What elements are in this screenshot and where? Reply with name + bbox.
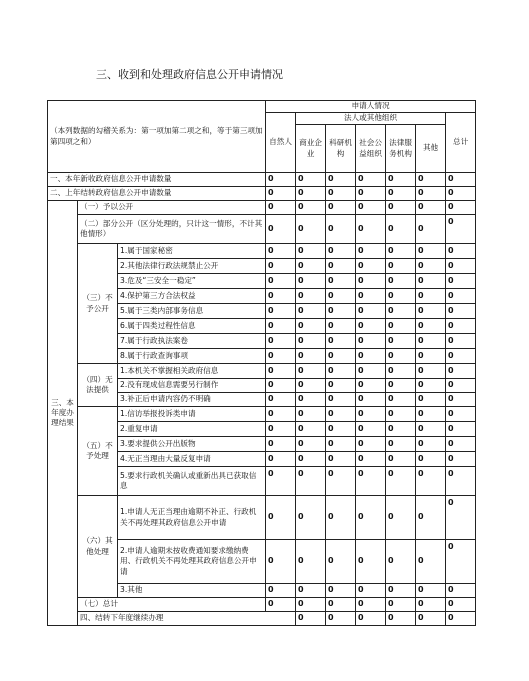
cell-value: 0 (296, 422, 326, 437)
cell-value: 0 (326, 437, 356, 452)
cell-value: 0 (416, 244, 446, 259)
cell-value: 0 (386, 244, 416, 259)
cell-value: 0 (326, 496, 356, 540)
cell-value: 0 (266, 349, 296, 364)
row-label: 4.无正当理由大量反复申请 (118, 452, 266, 467)
cell-value: 0 (266, 201, 296, 215)
cell-value: 0 (296, 244, 326, 259)
cell-value: 0 (386, 187, 416, 201)
cell-value: 0 (296, 349, 326, 364)
cell-value: 0 (326, 289, 356, 304)
col-commercial: 商业企业 (296, 125, 326, 173)
table-row (48, 244, 476, 259)
cell-value: 0 (416, 496, 446, 540)
cell-value: 0 (416, 349, 446, 364)
cell-value: 0 (326, 274, 356, 289)
cell-value: 0 (386, 598, 416, 612)
cell-value: 0 (356, 334, 386, 349)
cell-value: 0 (296, 612, 326, 626)
cell-value: 0 (326, 393, 356, 407)
cell-value: 0 (386, 334, 416, 349)
cell-value: 0 (296, 496, 326, 540)
cell-value: 0 (356, 187, 386, 201)
row-label: 四、结转下年度继续办理 (78, 612, 296, 626)
cell-value: 0 (446, 393, 476, 407)
cell-value: 0 (266, 540, 296, 584)
cell-value: 0 (416, 215, 446, 244)
cell-value: 0 (416, 201, 446, 215)
cell-value: 0 (356, 393, 386, 407)
cell-value: 0 (386, 422, 416, 437)
row-label: （六）其他处理 (78, 496, 118, 598)
cell-value: 0 (416, 584, 446, 598)
cell-value: 0 (416, 452, 446, 467)
cell-value: 0 (296, 393, 326, 407)
cell-value: 0 (356, 598, 386, 612)
col-public-welfare: 社会公益组织 (356, 125, 386, 173)
cell-value: 0 (296, 598, 326, 612)
cell-value: 0 (266, 319, 296, 334)
row-label: 8.属于行政查询事项 (118, 349, 266, 364)
cell-value: 0 (356, 437, 386, 452)
row-label: 2.没有现成信息需要另行制作 (118, 379, 266, 393)
cell-value: 0 (416, 598, 446, 612)
row-label: （四）无法提供 (78, 364, 118, 407)
row-label: 6.属于四类过程性信息 (118, 319, 266, 334)
cell-value: 0 (416, 289, 446, 304)
cell-value: 0 (416, 334, 446, 349)
row-label: 5.属于三类内部事务信息 (118, 304, 266, 319)
cell-value: 0 (266, 289, 296, 304)
row-label: （五）不予处理 (78, 407, 118, 496)
cell-value: 0 (326, 319, 356, 334)
row-label: 3.要求提供公开出版物 (118, 437, 266, 452)
row-label: 二、上年结转政府信息公开申请数量 (48, 187, 266, 201)
cell-value: 0 (446, 540, 476, 584)
table-row (48, 215, 476, 244)
table-row (48, 187, 476, 201)
application-stats-table (47, 100, 476, 626)
cell-value: 0 (416, 304, 446, 319)
table-row (48, 612, 476, 626)
cell-value: 0 (416, 274, 446, 289)
cell-value: 0 (386, 259, 416, 274)
cell-value: 0 (446, 334, 476, 349)
cell-value: 0 (266, 467, 296, 496)
cell-value: 0 (446, 201, 476, 215)
cell-value: 0 (386, 274, 416, 289)
cell-value: 0 (416, 259, 446, 274)
row-label: （七）总计 (78, 598, 266, 612)
row-label: （二）部分公开（区分处理的，只计这一情形，不计其他情形） (78, 215, 266, 244)
cell-value: 0 (356, 496, 386, 540)
cell-value: 0 (266, 598, 296, 612)
cell-value: 0 (356, 364, 386, 379)
cell-value: 0 (446, 187, 476, 201)
row-label: 2.重复申请 (118, 422, 266, 437)
cell-value: 0 (326, 201, 356, 215)
cell-value: 0 (326, 304, 356, 319)
table-note: （本列数据的勾稽关系为：第一项加第二项之和，等于第三项加第四项之和） (48, 101, 266, 173)
table-row (48, 173, 476, 187)
row-label: 1.属于国家秘密 (118, 244, 266, 259)
cell-value: 0 (356, 612, 386, 626)
row-label: 1.申请人无正当理由逾期不补正、行政机关不再处理其政府信息公开申请 (118, 496, 266, 540)
cell-value: 0 (446, 319, 476, 334)
cell-value: 0 (416, 467, 446, 496)
cell-value: 0 (326, 187, 356, 201)
cell-value: 0 (296, 584, 326, 598)
row-label: 5.要求行政机关确认或重新出具已获取信息 (118, 467, 266, 496)
row-label: 3.其他 (118, 584, 266, 598)
cell-value: 0 (446, 437, 476, 452)
cell-value: 0 (326, 379, 356, 393)
cell-value: 0 (386, 407, 416, 422)
cell-value: 0 (446, 407, 476, 422)
cell-value: 0 (266, 274, 296, 289)
cell-value: 0 (326, 422, 356, 437)
row-label: 三、本年度办理结果 (48, 201, 78, 626)
cell-value: 0 (326, 612, 356, 626)
cell-value: 0 (356, 274, 386, 289)
row-label: 7.属于行政执法案卷 (118, 334, 266, 349)
cell-value: 0 (386, 437, 416, 452)
cell-value: 0 (356, 244, 386, 259)
col-research: 科研机构 (326, 125, 356, 173)
cell-value: 0 (356, 584, 386, 598)
cell-value: 0 (266, 437, 296, 452)
cell-value: 0 (356, 407, 386, 422)
cell-value: 0 (266, 422, 296, 437)
cell-value: 0 (446, 379, 476, 393)
cell-value: 0 (296, 215, 326, 244)
cell-value: 0 (326, 349, 356, 364)
cell-value: 0 (386, 173, 416, 187)
cell-value: 0 (416, 187, 446, 201)
cell-value: 0 (266, 407, 296, 422)
cell-value: 0 (296, 364, 326, 379)
cell-value: 0 (446, 173, 476, 187)
cell-value: 0 (356, 173, 386, 187)
table-row (48, 598, 476, 612)
cell-value: 0 (296, 437, 326, 452)
cell-value: 0 (446, 364, 476, 379)
row-label: 2.其他法律行政法规禁止公开 (118, 259, 266, 274)
cell-value: 0 (386, 364, 416, 379)
cell-value: 0 (296, 187, 326, 201)
cell-value: 0 (326, 173, 356, 187)
cell-value: 0 (266, 496, 296, 540)
cell-value: 0 (326, 244, 356, 259)
cell-value: 0 (266, 259, 296, 274)
cell-value: 0 (416, 422, 446, 437)
cell-value: 0 (326, 215, 356, 244)
cell-value: 0 (356, 452, 386, 467)
table-row (48, 407, 476, 422)
cell-value: 0 (296, 467, 326, 496)
cell-value: 0 (266, 215, 296, 244)
cell-value: 0 (446, 259, 476, 274)
cell-value: 0 (416, 612, 446, 626)
col-total: 总计 (446, 113, 476, 173)
cell-value: 0 (296, 334, 326, 349)
cell-value: 0 (386, 452, 416, 467)
cell-value: 0 (356, 422, 386, 437)
cell-value: 0 (386, 304, 416, 319)
cell-value: 0 (296, 379, 326, 393)
cell-value: 0 (386, 379, 416, 393)
cell-value: 0 (266, 334, 296, 349)
cell-value: 0 (266, 379, 296, 393)
cell-value: 0 (446, 244, 476, 259)
cell-value: 0 (296, 319, 326, 334)
cell-value: 0 (326, 259, 356, 274)
cell-value: 0 (266, 244, 296, 259)
row-label: 一、本年新收政府信息公开申请数量 (48, 173, 266, 187)
cell-value: 0 (416, 437, 446, 452)
cell-value: 0 (416, 393, 446, 407)
cell-value: 0 (446, 452, 476, 467)
cell-value: 0 (296, 173, 326, 187)
cell-value: 0 (326, 364, 356, 379)
cell-value: 0 (446, 289, 476, 304)
cell-value: 0 (386, 540, 416, 584)
cell-value: 0 (326, 540, 356, 584)
cell-value: 0 (446, 304, 476, 319)
cell-value: 0 (446, 274, 476, 289)
cell-value: 0 (386, 393, 416, 407)
section-title: 三、收到和处理政府信息公开申请情况 (96, 68, 283, 81)
cell-value: 0 (386, 467, 416, 496)
table-row (48, 496, 476, 540)
row-label: （一）予以公开 (78, 201, 266, 215)
cell-value: 0 (446, 496, 476, 540)
col-natural-person: 自然人 (266, 113, 296, 173)
cell-value: 0 (386, 612, 416, 626)
cell-value: 0 (416, 540, 446, 584)
cell-value: 0 (446, 467, 476, 496)
col-law-firm: 法律服务机构 (386, 125, 416, 173)
cell-value: 0 (446, 584, 476, 598)
cell-value: 0 (416, 173, 446, 187)
cell-value: 0 (326, 407, 356, 422)
cell-value: 0 (446, 612, 476, 626)
row-label: 4.保护第三方合法权益 (118, 289, 266, 304)
cell-value: 0 (266, 187, 296, 201)
row-label: （三）不予公开 (78, 244, 118, 364)
cell-value: 0 (356, 319, 386, 334)
cell-value: 0 (296, 289, 326, 304)
cell-value: 0 (326, 598, 356, 612)
cell-value: 0 (266, 364, 296, 379)
cell-value: 0 (356, 349, 386, 364)
cell-value: 0 (386, 319, 416, 334)
cell-value: 0 (446, 349, 476, 364)
cell-value: 0 (356, 540, 386, 584)
cell-value: 0 (386, 201, 416, 215)
cell-value: 0 (356, 379, 386, 393)
cell-value: 0 (356, 467, 386, 496)
cell-value: 0 (296, 201, 326, 215)
cell-value: 0 (326, 467, 356, 496)
cell-value: 0 (266, 393, 296, 407)
row-label: 1.本机关不掌握相关政府信息 (118, 364, 266, 379)
cell-value: 0 (356, 201, 386, 215)
cell-value: 0 (326, 584, 356, 598)
row-label: 3.危及“三安全一稳定” (118, 274, 266, 289)
cell-value: 0 (326, 334, 356, 349)
cell-value: 0 (446, 422, 476, 437)
table-row (48, 201, 476, 215)
cell-value: 0 (416, 319, 446, 334)
cell-value: 0 (416, 364, 446, 379)
cell-value: 0 (296, 452, 326, 467)
cell-value: 0 (386, 215, 416, 244)
cell-value: 0 (356, 304, 386, 319)
cell-value: 0 (416, 379, 446, 393)
cell-value: 0 (266, 304, 296, 319)
cell-value: 0 (416, 407, 446, 422)
cell-value: 0 (446, 598, 476, 612)
cell-value: 0 (296, 259, 326, 274)
row-label: 2.申请人逾期未按收费通知要求缴纳费用、行政机关不再处理其政府信息公开申请 (118, 540, 266, 584)
cell-value: 0 (356, 259, 386, 274)
cell-value: 0 (386, 584, 416, 598)
cell-value: 0 (326, 452, 356, 467)
col-other: 其他 (416, 125, 446, 173)
cell-value: 0 (296, 407, 326, 422)
cell-value: 0 (386, 289, 416, 304)
row-label: 1.信访举报投诉类申请 (118, 407, 266, 422)
row-label: 3.补正后申请内容仍不明确 (118, 393, 266, 407)
cell-value: 0 (356, 289, 386, 304)
cell-value: 0 (386, 349, 416, 364)
cell-value: 0 (266, 452, 296, 467)
cell-value: 0 (266, 584, 296, 598)
applicant-header: 申请人情况 (266, 101, 476, 113)
legal-group-header: 法人或其他组织 (296, 113, 446, 125)
cell-value: 0 (296, 540, 326, 584)
cell-value: 0 (266, 173, 296, 187)
cell-value: 0 (446, 215, 476, 244)
table-row (48, 364, 476, 379)
cell-value: 0 (386, 496, 416, 540)
cell-value: 0 (356, 215, 386, 244)
cell-value: 0 (296, 274, 326, 289)
cell-value: 0 (296, 304, 326, 319)
